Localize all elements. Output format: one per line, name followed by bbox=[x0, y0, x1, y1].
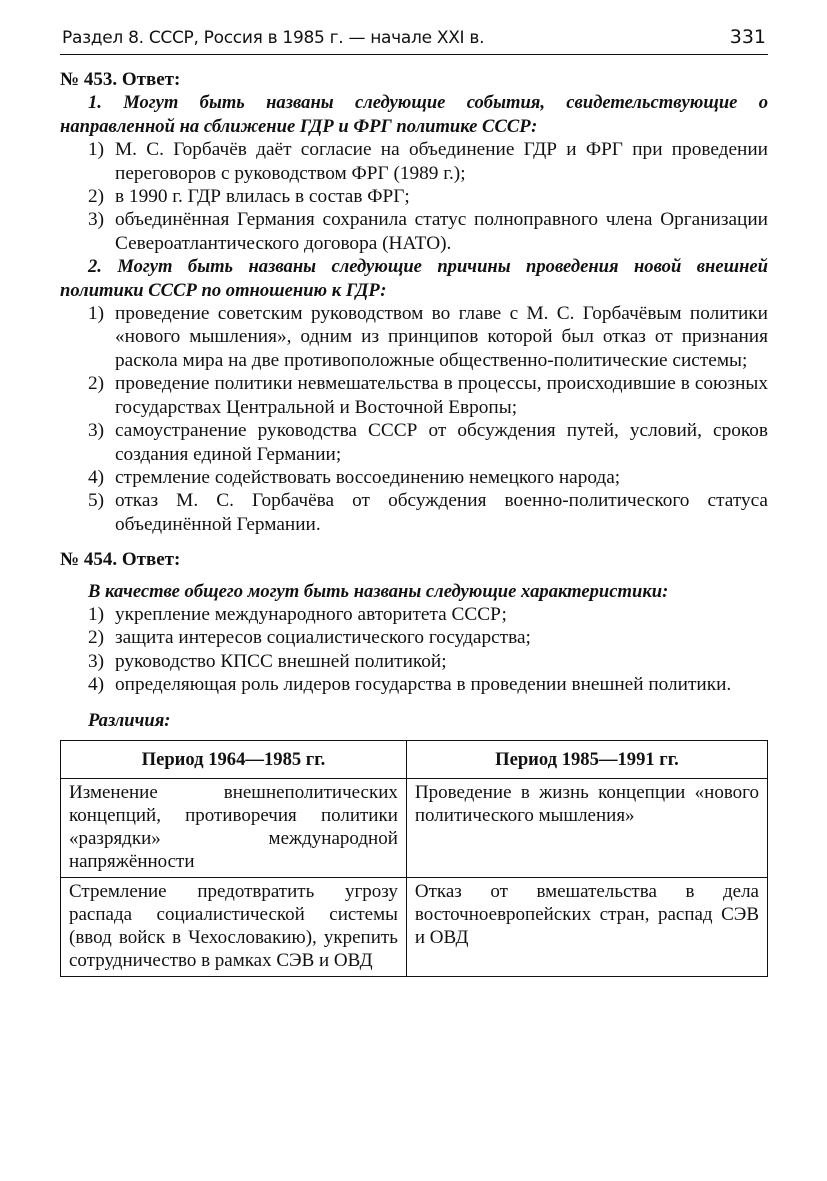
list-item bbox=[60, 372, 768, 419]
answer-454-heading: № 454. Ответ: bbox=[60, 549, 181, 571]
spacer bbox=[60, 697, 768, 709]
list-item-text: укрепление международного авторитета СССР; bbox=[115, 603, 507, 625]
list-item-text: отказ М. С. Горбачёва от обсуждения военно-политического статуса объединённой Германии. bbox=[115, 490, 768, 535]
list-item-text: определяющая роль лидеров государства в проведении внешней политики. bbox=[115, 674, 732, 696]
list-item-number: 1) bbox=[88, 603, 105, 625]
list-item bbox=[60, 603, 768, 626]
column-header-1985-1991: Период 1985—1991 гг. bbox=[406, 740, 767, 778]
list-item bbox=[60, 650, 768, 673]
table-cell: Отказ от вмешательства в дела восточноевропейских стран, распад СЭВ и ОВД bbox=[406, 877, 767, 976]
list-item-text: в 1990 г. ГДР влилась в состав ФРГ; bbox=[115, 186, 410, 208]
list-item-number: 2) bbox=[88, 627, 105, 649]
list-item-text: руководство КПСС внешней политикой; bbox=[115, 650, 447, 672]
list-item-number: 3) bbox=[88, 650, 105, 672]
list-item-text: защита интересов социалистического государства; bbox=[115, 627, 531, 649]
answer-453-part1-title: 1. Могут быть названы следующие события, свидетельствующие о направленной на сближение ГДР и ФРГ политике СССР: bbox=[60, 92, 768, 137]
answer-454-common-title: В качестве общего могут быть названы следующие характеристики: bbox=[88, 580, 669, 602]
table-row bbox=[61, 778, 768, 877]
list-item bbox=[60, 626, 768, 649]
list-item bbox=[60, 489, 768, 536]
differences-label: Различия: bbox=[88, 709, 171, 731]
list-item-number: 3) bbox=[88, 209, 105, 231]
list-item-text: М. С. Горбачёв даёт согласие на объединение ГДР и ФРГ при проведении переговоров с руководством ФРГ (1989 г.); bbox=[115, 139, 768, 184]
table-row bbox=[61, 877, 768, 976]
answer-453-part1-list bbox=[60, 138, 768, 255]
list-item bbox=[60, 466, 768, 489]
column-header-1964-1985: Период 1964—1985 гг. bbox=[61, 740, 407, 778]
page-content bbox=[60, 68, 768, 977]
list-item-number: 3) bbox=[88, 420, 105, 442]
list-item bbox=[60, 208, 768, 255]
list-item bbox=[60, 419, 768, 466]
list-item-text: самоустранение руководства СССР от обсуждения путей, условий, сроков создания единой Германии; bbox=[115, 420, 768, 465]
section-title: Раздел 8. СССР, Россия в 1985 г. — начале XXI в. bbox=[62, 28, 485, 48]
list-item-number: 2) bbox=[88, 186, 105, 208]
answer-453-part2-title: 2. Могут быть названы следующие причины проведения новой внешней политики СССР по отношению к ГДР: bbox=[60, 256, 768, 301]
table-header-row bbox=[61, 740, 768, 778]
spacer bbox=[60, 572, 768, 580]
running-header bbox=[60, 26, 768, 55]
table-cell: Проведение в жизнь концепции «нового политического мышления» bbox=[406, 778, 767, 877]
answer-454-common-list bbox=[60, 603, 768, 697]
list-item-number: 4) bbox=[88, 674, 105, 696]
list-item-text: объединённая Германия сохранила статус полноправного члена Организации Североатлантического договора (НАТО). bbox=[115, 209, 768, 254]
list-item-text: стремление содействовать воссоединению немецкого народа; bbox=[115, 466, 621, 488]
list-item-number: 4) bbox=[88, 466, 105, 488]
list-item bbox=[60, 185, 768, 208]
table-cell: Стремление предотвратить угрозу распада социалистической системы (ввод войск в Чехословакию), укрепить сотрудничество в рамках СЭВ и ОВД bbox=[61, 877, 407, 976]
comparison-table bbox=[60, 740, 768, 977]
spacer bbox=[60, 536, 768, 548]
answer-453-heading: № 453. Ответ: bbox=[60, 69, 181, 90]
list-item-number: 1) bbox=[88, 139, 105, 161]
list-item-number: 2) bbox=[88, 373, 105, 395]
list-item-number: 1) bbox=[88, 303, 105, 325]
list-item bbox=[60, 302, 768, 372]
page-number: 331 bbox=[729, 26, 766, 48]
list-item-number: 5) bbox=[88, 490, 105, 512]
list-item bbox=[60, 138, 768, 185]
list-item bbox=[60, 673, 768, 696]
table-cell: Изменение внешнеполитических концепций, противоречия политики «разрядки» международной напряжённости bbox=[61, 778, 407, 877]
list-item-text: проведение советским руководством во главе с М. С. Горбачёвым политики «нового мышления», одним из принципов которой был отказ от признания раскола мира на две противоположные общественно-политические системы; bbox=[115, 303, 768, 371]
answer-453-part2-list bbox=[60, 302, 768, 536]
list-item-text: проведение политики невмешательства в процессы, происходившие в союзных государствах Центральной и Восточной Европы; bbox=[115, 373, 768, 418]
